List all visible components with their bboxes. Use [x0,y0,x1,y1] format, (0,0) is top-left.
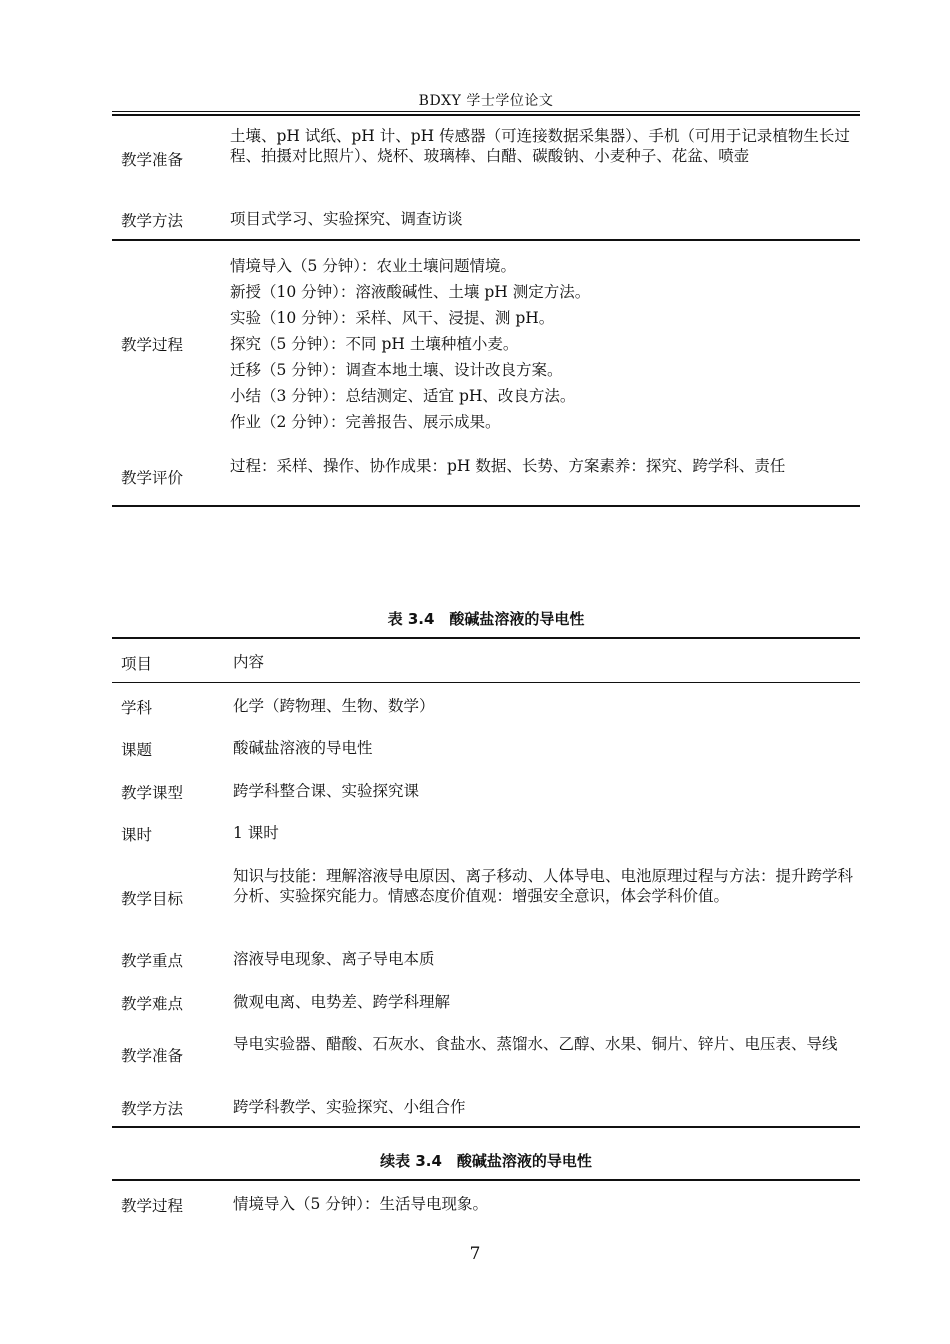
row-content: 项目式学习、实验探究、调查访谈 [230,210,463,228]
row-label: 教学难点 [121,995,184,1013]
header-rule-thick [112,114,860,116]
table-row [112,696,860,720]
process-step: 作业（2 分钟）：完善报告、展示成果。 [230,413,501,431]
row-content: 跨学科教学、实验探究、小组合作 [233,1098,466,1116]
process-step: 新授（10 分钟）：溶液酸碱性、土壤 pH 测定方法。 [230,283,591,301]
process-step: 迁移（5 分钟）：调查本地土壤、设计改良方案。 [230,361,563,379]
row-content: 土壤、pH 试纸、pH 计、pH 传感器（可连接数据采集器）、手机（可用于记录植物生长过程、拍摄对比照片）、烧杯、玻璃棒、白醋、碳酸钠、小麦种子、花盆、喷壶 [230,127,850,165]
row-content: 过程：采样、操作、协作成果：pH 数据、长势、方案素养：探究、跨学科、责任 [230,457,786,475]
row-content: 知识与技能：理解溶液导电原因、离子移动、人体导电、电池原理过程与方法：提升跨学科分析、实验探究能力。情感态度价值观：增强安全意识，体会学科价值。 [233,867,854,905]
row-label: 教学方法 [121,1100,184,1118]
process-step: 小结（3 分钟）：总结测定、适宜 pH、改良方法。 [230,387,576,405]
table-row [112,992,860,1016]
table-header-row [112,652,860,676]
table-rule [112,637,860,639]
table-rule [112,1179,860,1181]
row-label: 学科 [121,699,153,717]
table-rule [112,1126,860,1128]
row-content: 1 课时 [233,824,279,842]
row-label: 教学准备 [121,151,184,169]
table-row [112,126,860,190]
table-row [112,1034,860,1078]
row-label: 教学重点 [121,952,184,970]
table-rule [112,505,860,507]
table-row [112,949,860,973]
row-content: 化学（跨物理、生物、数学） [233,697,435,715]
table-caption: 表 3.4 酸碱盐溶液的导电性 [387,610,585,628]
row-label: 教学目标 [121,890,184,908]
row-label: 课时 [121,826,153,844]
row-label: 教学准备 [121,1047,184,1065]
row-content: 微观电离、电势差、跨学科理解 [233,993,451,1011]
row-content: 酸碱盐溶液的导电性 [233,739,373,757]
table-row [112,781,860,805]
row-label: 课题 [121,741,153,759]
table-row [112,456,860,500]
page-number: 7 [469,1244,481,1264]
running-header: BDXY 学士学位论文 [418,93,554,109]
row-content: 情境导入（5 分钟）：生活导电现象。 [233,1195,489,1213]
row-content: 导电实验器、醋酸、石灰水、食盐水、蒸馏水、乙醇、水果、铜片、锌片、电压表、导线 [233,1035,838,1053]
column-header: 项目 [121,655,153,673]
row-label: 教学评价 [121,469,184,487]
row-content: 跨学科整合课、实验探究课 [233,782,420,800]
table-rule [112,239,860,241]
row-label: 教学过程 [121,336,184,354]
table-caption: 续表 3.4 酸碱盐溶液的导电性 [380,1152,592,1170]
table-row [112,209,860,233]
table-row [112,1194,860,1218]
table-row [112,866,860,930]
table-row [112,1097,860,1121]
row-label: 教学过程 [121,1197,184,1215]
process-step: 探究（5 分钟）：不同 pH 土壤种植小麦。 [230,335,519,353]
header-rule-thin [112,111,860,112]
process-step: 情境导入（5 分钟）：农业土壤问题情境。 [230,257,517,275]
row-content: 溶液导电现象、离子导电本质 [233,950,435,968]
column-header: 内容 [233,653,265,671]
table-row [112,250,860,440]
table-row [112,738,860,762]
process-step: 实验（10 分钟）：采样、风干、浸提、测 pH。 [230,309,555,327]
table-rule [112,682,860,683]
table-row [112,823,860,847]
row-label: 教学方法 [121,212,184,230]
row-label: 教学课型 [121,784,184,802]
